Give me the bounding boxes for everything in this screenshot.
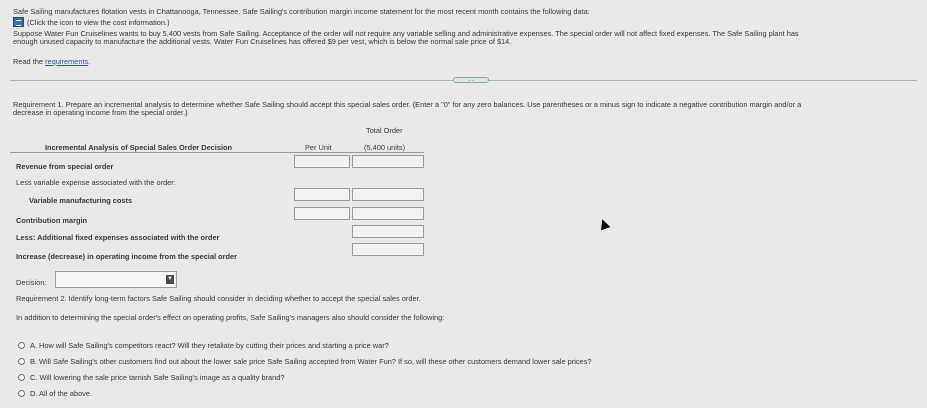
requirement-1-text-2: decrease in operating income from the special order.): [13, 108, 188, 117]
option-c-radio[interactable]: [18, 374, 25, 381]
col-total-header-1: Total Order: [366, 126, 403, 135]
intro-line-4: enough unused capacity to manufacture the additional vests. Water Fun Cruiselines has offered $9 per vest, which is below the normal sale price of $14.: [13, 37, 512, 46]
contribution-per-unit-input[interactable]: [294, 207, 350, 220]
option-b-radio[interactable]: [18, 358, 25, 365]
option-d-label[interactable]: D. All of the above.: [30, 389, 93, 398]
expand-divider-button[interactable]: .....: [453, 77, 489, 83]
row-less-fixed-label: Less: Additional fixed expenses associated with the order: [16, 233, 220, 242]
requirements-link[interactable]: requirements: [45, 57, 89, 66]
row-less-variable-label: Less variable expense associated with the order:: [16, 178, 176, 187]
contribution-total-input[interactable]: [352, 207, 424, 220]
requirement-1-text: Requirement 1. Prepare an incremental analysis to determine whether Safe Sailing should accept this special sales order. (Enter a "0" for any zero balances. Use parentheses or a minus sign to indicate a negative contribution margin and/or a: [13, 100, 802, 109]
fixed-expenses-total-input[interactable]: [352, 225, 424, 238]
col-per-unit-header: Per Unit: [305, 143, 332, 152]
read-suffix: .: [88, 57, 91, 66]
table-header-rule: [10, 152, 424, 153]
variable-mfg-per-unit-input[interactable]: [294, 188, 350, 201]
variable-mfg-total-input[interactable]: [352, 188, 424, 201]
option-c-label[interactable]: C. Will lowering the sale price tarnish Safe Sailing's image as a quality brand?: [30, 373, 285, 382]
intro-line-1: Safe Sailing manufactures flotation vests in Chattanooga, Tennessee. Safe Sailing's contribution margin income statement for the most recent month contains the following data:: [13, 7, 590, 16]
read-prefix: Read the: [13, 57, 46, 66]
revenue-per-unit-input[interactable]: [294, 155, 350, 168]
option-a-label[interactable]: A. How will Safe Sailing's competitors react? Will they retaliate by cutting their prices and starting a price war?: [30, 341, 389, 350]
row-contribution-label: Contribution margin: [16, 216, 88, 225]
requirement-2-text: Requirement 2. Identify long-term factors Safe Sailing should consider in deciding whether to accept the special sales order.: [16, 294, 421, 303]
calculator-icon[interactable]: [13, 17, 24, 27]
intro-line-3: Suppose Water Fun Cruiselines wants to buy 5,400 vests from Safe Sailing. Acceptance of the order will not require any variable selling and administrative expenses. The special order will not affect fixed expenses. The Safe Sailing plant has: [13, 29, 799, 38]
table-title: Incremental Analysis of Special Sales Order Decision: [45, 143, 233, 152]
option-d-radio[interactable]: [18, 390, 25, 397]
row-variable-mfg-label: Variable manufacturing costs: [29, 196, 133, 205]
row-revenue-label: Revenue from special order: [16, 162, 114, 171]
col-total-header-2: (5,400 units): [364, 143, 406, 152]
icon-note: (Click the icon to view the cost information.): [27, 18, 170, 27]
row-increase-label: Increase (decrease) in operating income from the special order: [16, 252, 237, 261]
decision-label: Decision:: [16, 278, 47, 287]
mouse-cursor-icon: [598, 218, 611, 231]
operating-income-total-input[interactable]: [352, 243, 424, 256]
decision-dropdown[interactable]: [55, 271, 177, 288]
requirement-2-intro: In addition to determining the special order's effect on operating profits, Safe Sailing's managers also should consider the following:: [16, 313, 445, 322]
read-requirements: [13, 57, 90, 66]
option-b-label[interactable]: B. Will Safe Sailing's other customers find out about the lower sale price Safe Sailing accepted from Water Fun? If so, will these other customers demand lower sale prices?: [30, 357, 592, 366]
revenue-total-input[interactable]: [352, 155, 424, 168]
dropdown-arrow-icon: ▼: [167, 276, 173, 282]
option-a-radio[interactable]: [18, 342, 25, 349]
